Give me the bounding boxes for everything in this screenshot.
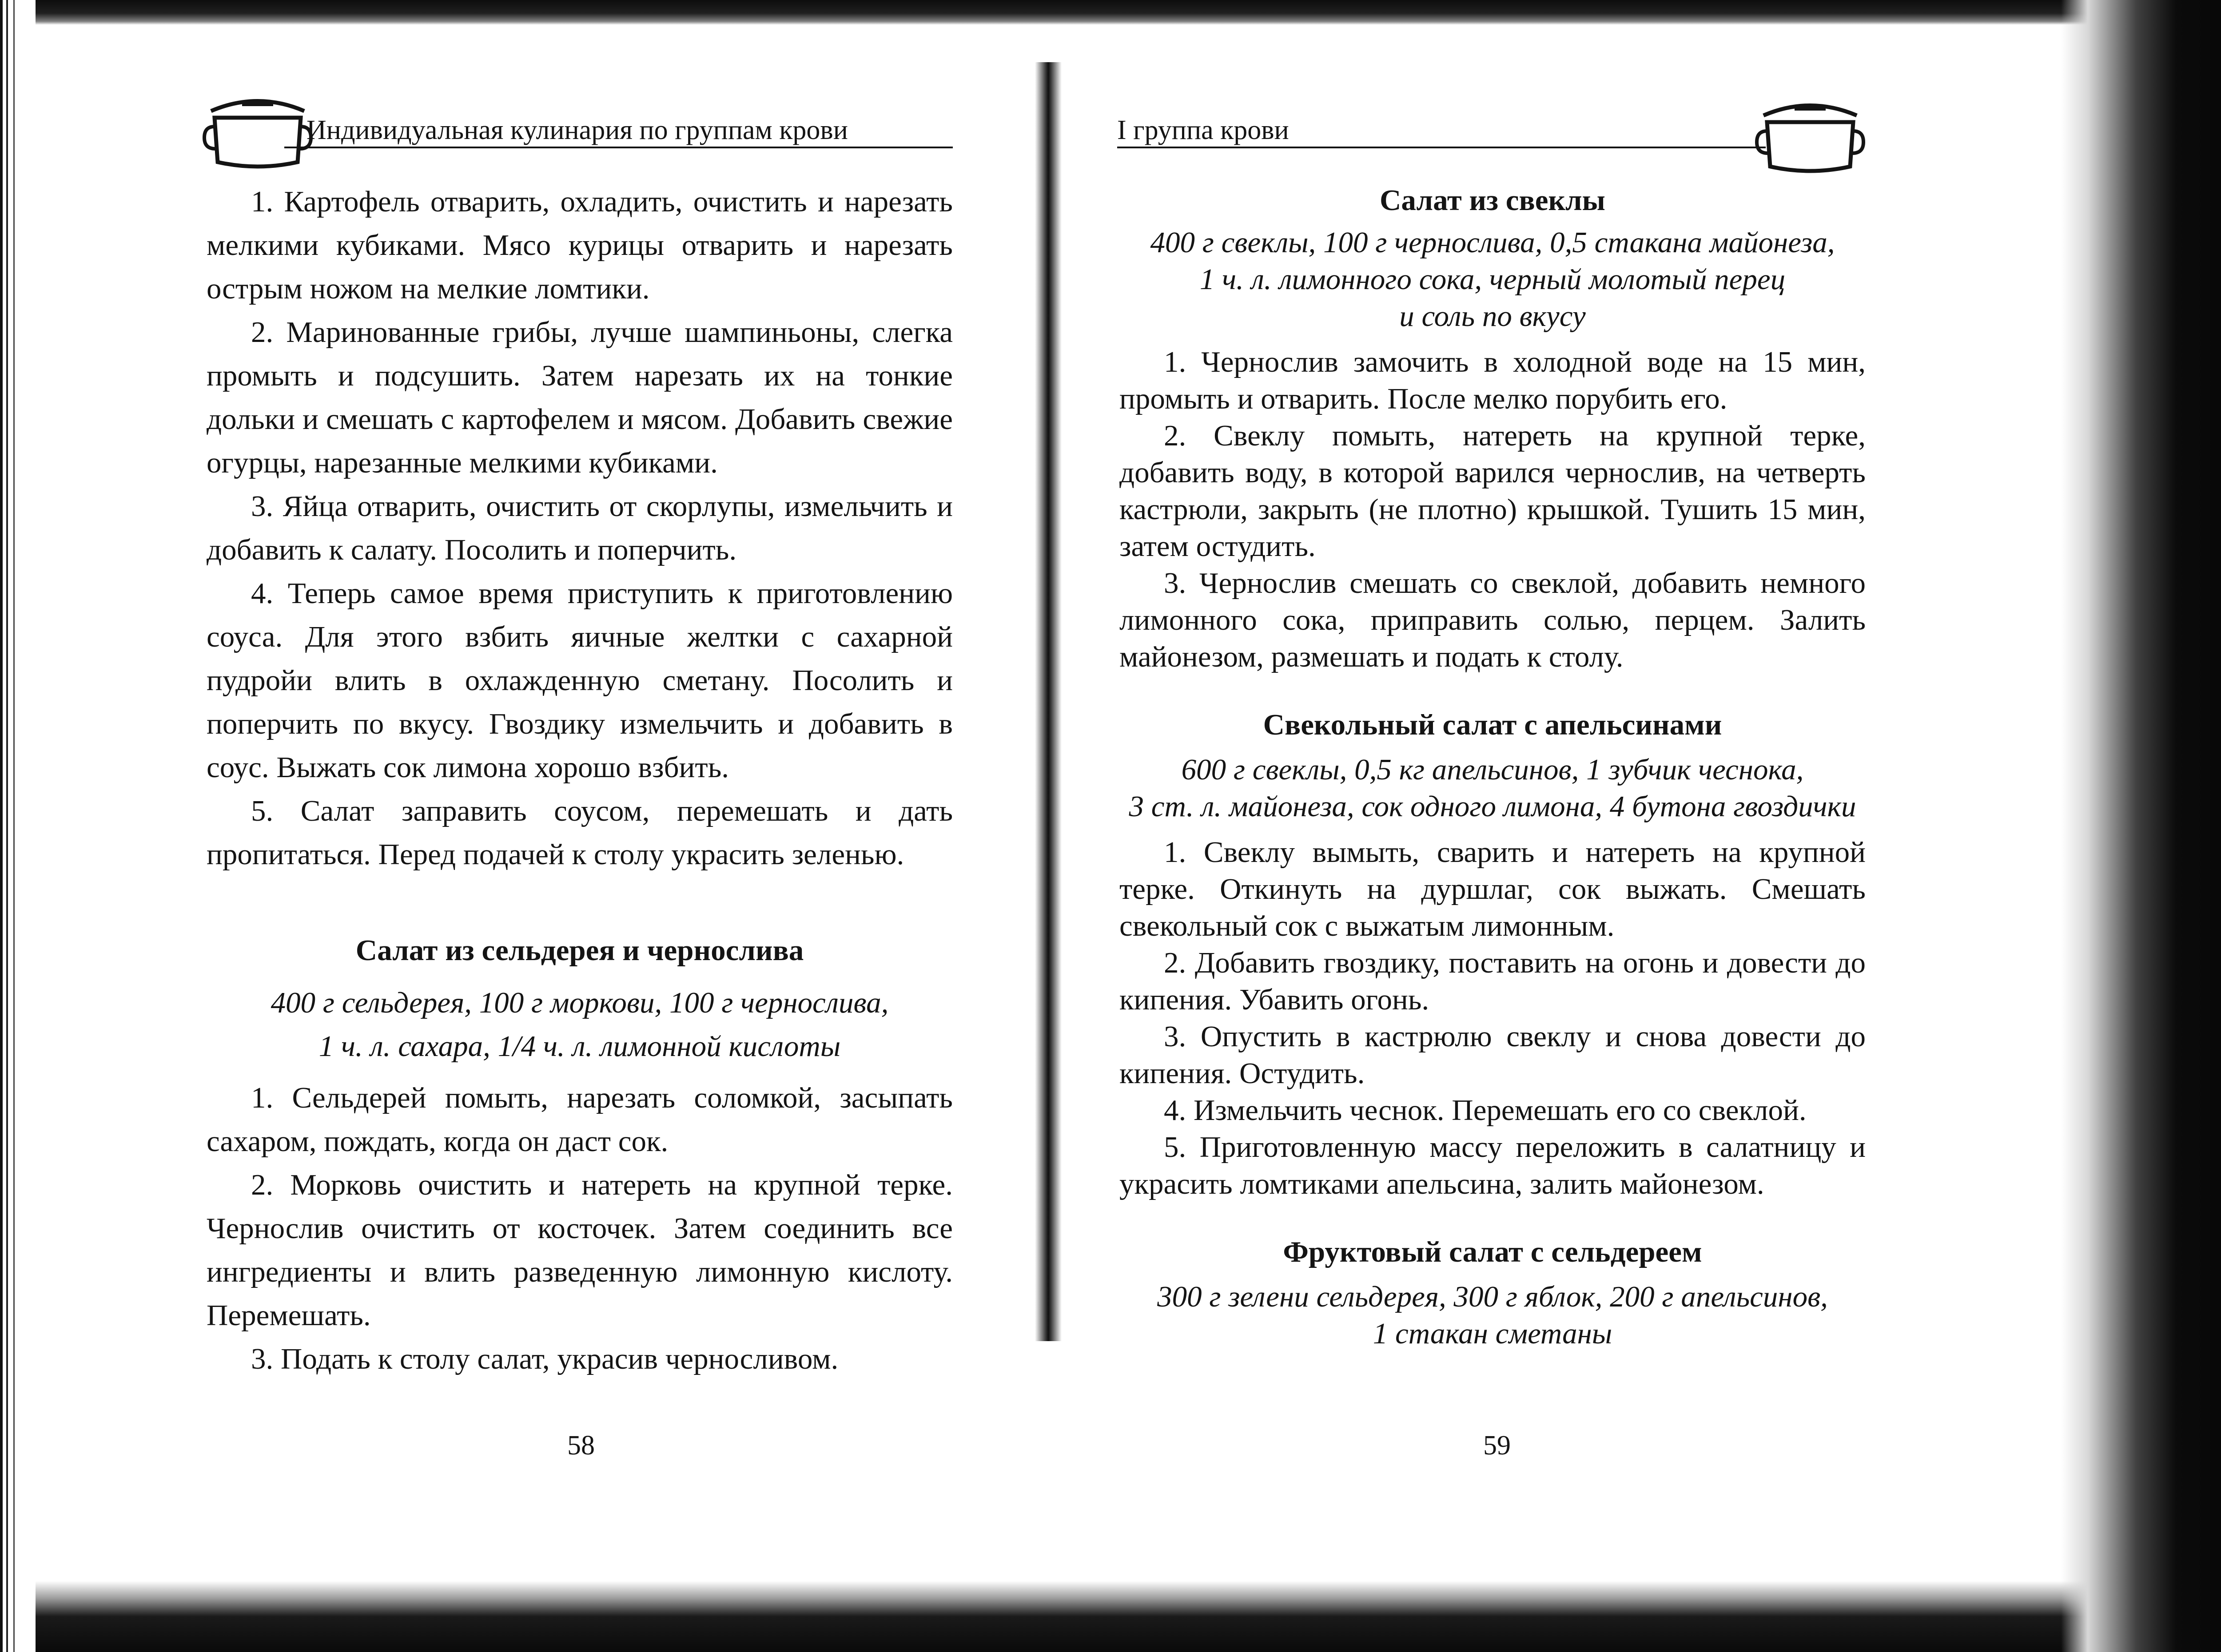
page-number-left: 58	[567, 1430, 595, 1461]
step-paragraph: 4. Теперь самое время приступить к приготовлению соуса. Для этого взбить яичные желтки с сахарной пудройи влить в охлажденную сметану. Посолить и поперчить по вкусу. Гвоздику измельчить и добавить в соус. Выжать сок лимона хорошо взбить.	[207, 577, 953, 784]
step-paragraph: 1. Сельдерей помыть, нарезать соломкой, засыпать сахаром, пождать, когда он даст сок.	[207, 1081, 953, 1158]
right-page-body	[1119, 182, 1866, 1352]
step-paragraph: 4. Измельчить чеснок. Перемешать его со свеклой.	[1164, 1094, 1807, 1127]
step-paragraph: 1. Картофель отварить, охладить, очистить и нарезать мелкими кубиками. Мясо курицы отварить и нарезать острым ножом на мелкие ломтики.	[207, 185, 953, 305]
ingredients-list	[1119, 751, 1866, 825]
scan-shadow-top	[0, 0, 2221, 25]
recipe-title: Салат из сельдерея и чернослива	[355, 934, 804, 967]
running-header-left: Индивидуальная кулинария по группам крови	[306, 115, 848, 145]
step-paragraph: 2. Маринованные грибы, лучше шампиньоны, слегка промыть и подсушить. Затем нарезать их на тонкие дольки и смешать с картофелем и мясом. Добавить свежие огурцы, нарезанные мелкими кубиками.	[207, 316, 953, 479]
recipe-title: Свекольный салат с апельсинами	[1263, 708, 1722, 741]
ingredients-list	[207, 981, 953, 1068]
step-paragraph: 3. Яйца отварить, очистить от скорлупы, измельчить и добавить к салату. Посолить и поперчить.	[207, 490, 953, 566]
step-paragraph: 3. Чернослив смешать со свеклой, добавить немного лимонного сока, приправить солью, перцем. Залить майонезом, размешать и подать к столу.	[1119, 567, 1866, 673]
header-rule-left	[284, 147, 953, 148]
ingredients-line: 400 г сельдерея, 100 г моркови, 100 г чернослива,	[271, 986, 889, 1019]
step-paragraph: 3. Опустить в кастрюлю свеклу и снова довести до кипения. Остудить.	[1119, 1020, 1866, 1090]
page-number-right: 59	[1483, 1430, 1511, 1461]
step-paragraph: 2. Морковь очистить и натереть на крупной терке. Чернослив очистить от косточек. Затем соединить все ингредиенты и влить разведенную лимонную кислоту. Перемешать.	[207, 1168, 953, 1332]
step-paragraph: 1. Свеклу вымыть, сварить и натереть на крупной терке. Откинуть на дуршлаг, сок выжать. Смешать свекольный сок с выжатым лимонным.	[1119, 836, 1866, 942]
step-paragraph: 5. Приготовленную массу переложить в салатницу и украсить ломтиками апельсина, залить майонезом.	[1119, 1131, 1866, 1200]
ingredients-list	[1119, 224, 1866, 335]
step-paragraph: 2. Добавить гвоздику, поставить на огонь и довести до кипения. Убавить огонь.	[1119, 946, 1866, 1016]
left-page-body	[207, 180, 953, 1381]
ingredients-line: 400 г свеклы, 100 г чернослива, 0,5 стакана майонеза,	[1150, 226, 1835, 259]
ingredients-line: 1 ч. л. сахара, 1/4 ч. л. лимонной кислоты	[318, 1030, 841, 1063]
scan-shadow-bottom	[0, 1581, 2221, 1652]
cooking-pot-icon	[202, 87, 313, 171]
ingredients-list	[1119, 1279, 1866, 1352]
running-header-right: I группа крови	[1117, 115, 1289, 145]
ingredients-line: и соль по вкусу	[1399, 300, 1586, 333]
recipe-title: Салат из свеклы	[1380, 184, 1605, 217]
step-paragraph: 2. Свеклу помыть, натереть на крупной терке, добавить воду, в которой варился чернослив, на четверть кастрюли, закрыть (не плотно) крышкой. Тушить 15 мин, затем остудить.	[1119, 419, 1866, 563]
ingredients-line: 1 ч. л. лимонного сока, черный молотый перец	[1199, 263, 1786, 296]
scan-page-edges-left	[0, 0, 36, 1652]
step-paragraph: 5. Салат заправить соусом, перемешать и дать пропитаться. Перед подачей к столу украсить зеленью.	[207, 794, 953, 871]
header-rule-right	[1117, 147, 1766, 148]
ingredients-line: 600 г свеклы, 0,5 кг апельсинов, 1 зубчик чеснока,	[1181, 753, 1804, 786]
recipe-title: Фруктовый салат с сельдереем	[1283, 1235, 1702, 1268]
step-paragraph: 3. Подать к столу салат, украсив черносливом.	[251, 1342, 839, 1375]
ingredients-line: 300 г зелени сельдерея, 300 г яблок, 200 г апельсинов,	[1157, 1280, 1828, 1313]
cooking-pot-icon	[1755, 91, 1866, 175]
ingredients-line: 1 стакан сметаны	[1373, 1317, 1612, 1350]
scan-shadow-right	[2061, 0, 2221, 1652]
ingredients-line: 3 ст. л. майонеза, сок одного лимона, 4 бутона гвоздички	[1129, 790, 1856, 823]
book-spine	[1035, 62, 1062, 1341]
step-paragraph: 1. Чернослив замочить в холодной воде на 15 мин, промыть и отварить. После мелко порубить его.	[1119, 345, 1866, 415]
